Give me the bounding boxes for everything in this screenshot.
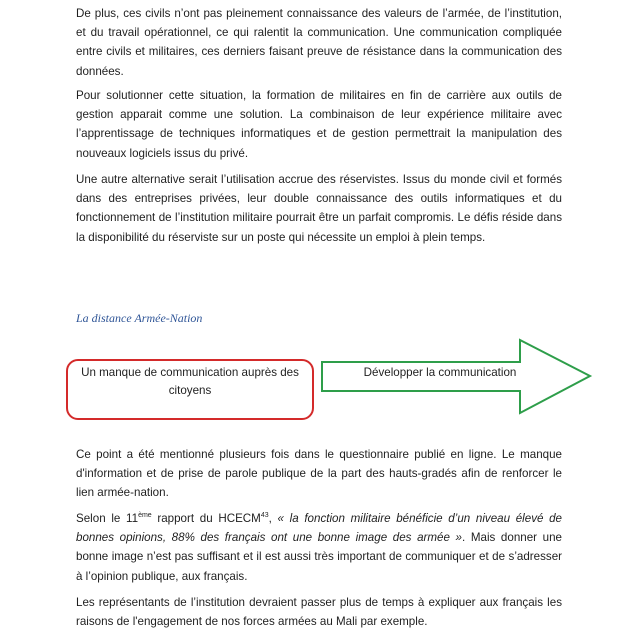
- problem-solution-diagram: [0, 335, 638, 430]
- paragraph-representants: Les représentants de l’institution devraient passer plus de temps à expliquer aux français les raisons de l'engagement de nos forces armées au Mali par exemple.: [76, 596, 562, 629]
- paragraph-reservistes: Une autre alternative serait l’utilisation accrue des réservistes. Issus du monde civil et formés dans des entreprises privées, leur double connaissance des outils informatiques et du fonctionnement de l’institution militaire pourrait être un parfait compromis. Le défis réside dans la disponibilité du réserviste sur un poste qui nécessite un emploi à plein temps.: [76, 173, 562, 244]
- p5-superscript: ème: [138, 512, 152, 519]
- problem-box-text: Un manque de communication auprès des citoyens: [81, 366, 299, 397]
- section-title: La distance Armée-Nation: [76, 311, 203, 325]
- paragraph-rapport-hcecm: [76, 509, 562, 586]
- p5-rest: . Mais donner une bonne image n’est pas suffisant et il est aussi très important de communiquer et de s’adresser à l’opinion publique, aux français.: [76, 531, 562, 583]
- footnote-reference: 43: [260, 512, 269, 519]
- p5-prefix: Selon le 11: [76, 512, 139, 525]
- paragraph-civils-connaissance: De plus, ces civils n’ont pas pleinement connaissance des valeurs de l’armée, de l’institution, et du travail opérationnel, ce qui ralentit la communication. Une communication compliquée entre civils et militaires, ces derniers faisant preuve de résistance dans la communication des données.: [76, 7, 562, 78]
- solution-arrow-text: Développer la communication: [363, 366, 517, 379]
- paragraph-questionnaire: Ce point a été mentionné plusieurs fois dans le questionnaire publié en ligne. Le manque d'information et de prise de parole publique de la part des hauts-gradés afin de renforcer le lien armée-nation.: [76, 448, 562, 500]
- p5-middle: rapport du HCECM: [151, 512, 261, 525]
- p5-comma: ,: [268, 512, 278, 525]
- paragraph-formation-militaires: Pour solutionner cette situation, la formation de militaires en fin de carrière aux outils de gestion apparait comme une solution. La combinaison de leur expérience militaire avec l’apprentissage de techniques informatiques et de gestion permettrait la manipulation des nouveaux logiciels issus du privé.: [76, 89, 562, 160]
- p5-quote: « la fonction militaire bénéficie d’un niveau élevé de bonnes opinions, 88% des français ont une bonne image des armée »: [76, 512, 563, 545]
